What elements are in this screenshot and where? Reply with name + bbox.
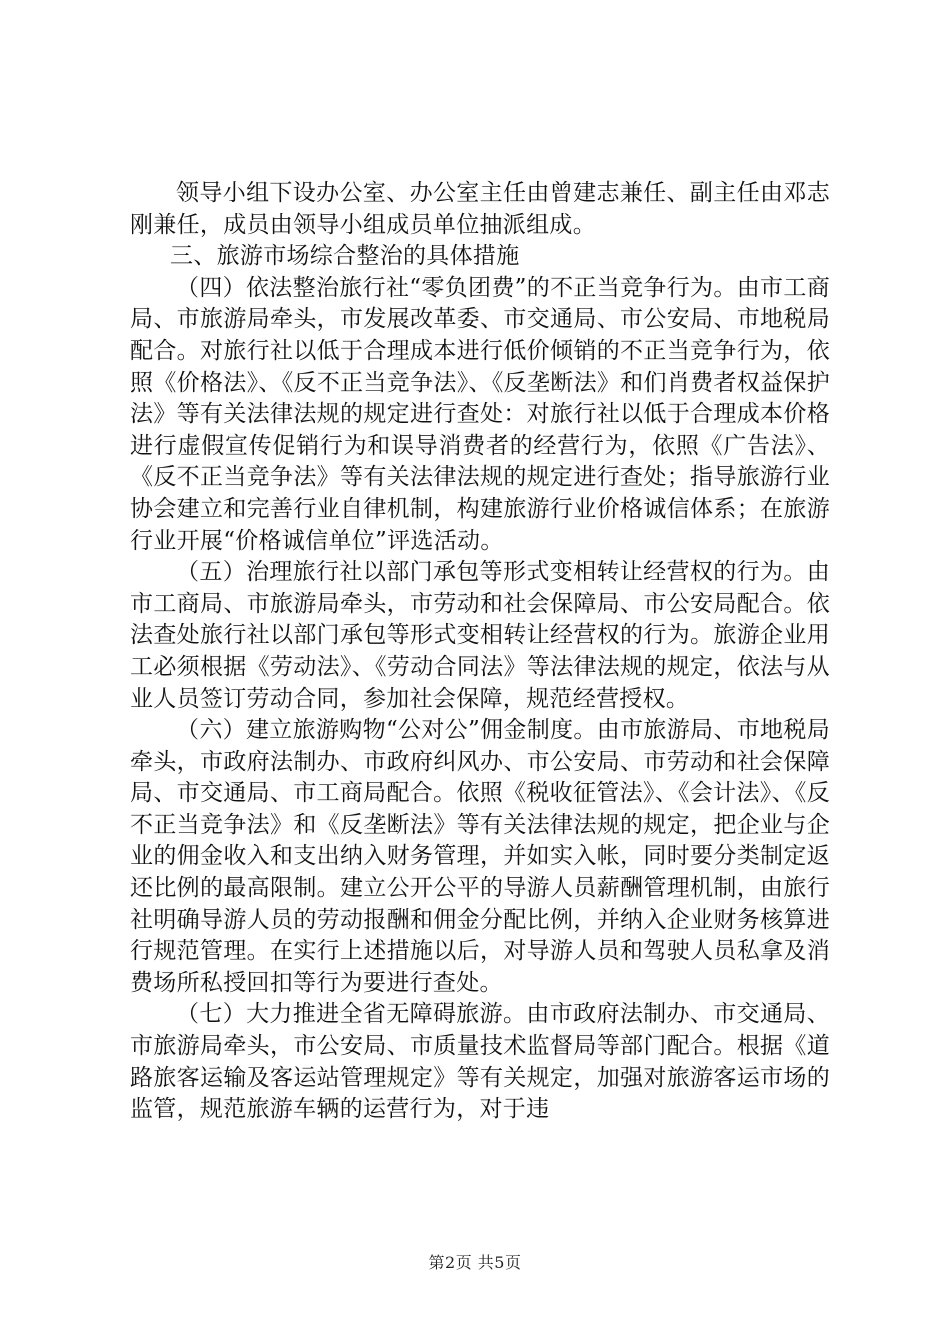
section-heading-measures: 三、旅游市场综合整治的具体措施 (170, 243, 520, 270)
page-number-footer: 第2页 共5页 (428, 1253, 522, 1272)
paragraph-item-6: （六）建立旅游购物“公对公”佣金制度。由市旅游局、市地税局牵头，市政府法制办、市政府纠风办、市公安局、市劳动和社会保障局、市交通局、市工商局配合。依照《税收征管法》、《会计法》、《反不正当竞争法》和《反垄断法》等有关法律法规的规定，把企业与企业的佣金收入和支出纳入财务管理，并如实入帐，同时要分类制定返还比例的最高限制。建立公开公平的导游人员薪酬管理机制，由旅行社明确导游人员的劳动报酬和佣金分配比例，并纳入企业财务核算进行规范管理。在实行上述措施以后，对导游人员和驾驶人员私拿及消费场所私授回扣等行为要进行查处。 (130, 717, 830, 996)
document-body (130, 178, 830, 1126)
paragraph-item-7: （七）大力推进全省无障碍旅游。由市政府法制办、市交通局、市旅游局牵头，市公安局、市质量技术监督局等部门配合。根据《道路旅客运输及客运站管理规定》等有关规定，加强对旅游客运市场的监管，规范旅游车辆的运营行为，对于违 (130, 1001, 830, 1123)
paragraph-item-5: （五）治理旅行社以部门承包等形式变相转让经营权的行为。由市工商局、市旅游局牵头，市劳动和社会保障局、市公安局配合。依法查处旅行社以部门承包等形式变相转让经营权的行为。旅游企业用工必须根据《劳动法》、《劳动合同法》等法律法规的规定，依法与从业人员签订劳动合同，参加社会保障，规范经营授权。 (130, 559, 830, 712)
paragraph-item-4: （四）依法整治旅行社“零负团费”的不正当竞争行为。由市工商局、市旅游局牵头，市发展改革委、市交通局、市公安局、市地税局配合。对旅行社以低于合理成本进行低价倾销的不正当竞争行为，依照《价格法》、《反不正当竞争法》、《反垄断法》和们肖费者权益保护法》等有关法律法规的规定进行查处：对旅行社以低于合理成本价格进行虚假宣传促销行为和误导消费者的经营行为，依照《广告法》、《反不正当竞争法》等有关法律法规的规定进行查处；指导旅游行业协会建立和完善行业自律机制，构建旅游行业价格诚信体系；在旅游行业开展“价格诚信单位”评选活动。 (130, 274, 830, 554)
paragraph-office-setup: 领导小组下设办公室、办公室主任由曾建志兼任、副主任由邓志刚兼任，成员由领导小组成员单位抽派组成。 (130, 180, 830, 238)
